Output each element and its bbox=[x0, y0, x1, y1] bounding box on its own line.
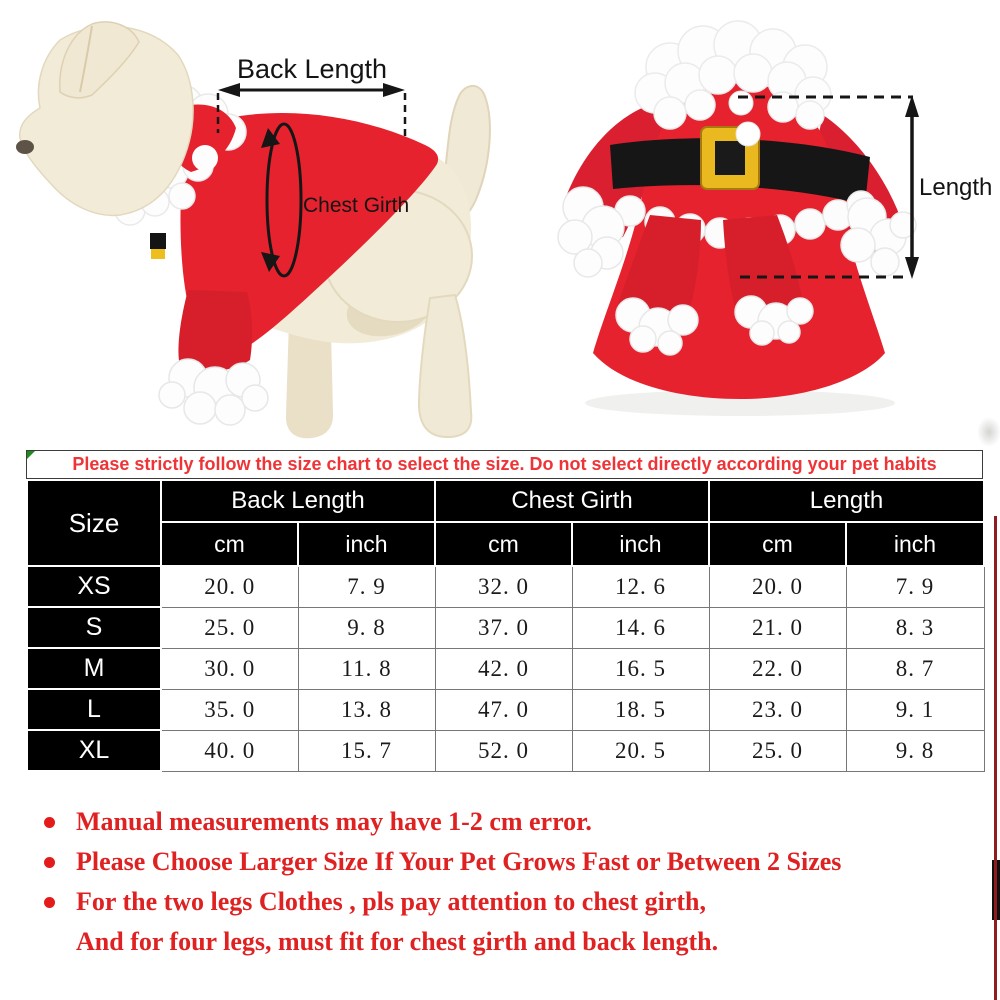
note-text: Please Choose Larger Size If Your Pet Grows Fast or Between 2 Sizes bbox=[76, 847, 842, 876]
measurement-value: 9. 8 bbox=[298, 607, 435, 648]
measurement-value: 9. 8 bbox=[846, 730, 984, 771]
page-edge-red-line bbox=[994, 516, 997, 1000]
size-label: XS bbox=[27, 566, 161, 607]
dog-nose bbox=[16, 140, 34, 154]
chest-girth-label: Chest Girth bbox=[303, 194, 410, 217]
column-header-size: Size bbox=[27, 480, 161, 566]
unit-header: inch bbox=[298, 522, 435, 566]
measurement-value: 20. 0 bbox=[709, 566, 846, 607]
measurement-value: 15. 7 bbox=[298, 730, 435, 771]
pompom bbox=[729, 91, 753, 115]
measurement-value: 22. 0 bbox=[709, 648, 846, 689]
note-item bbox=[0, 882, 1000, 922]
column-group-chest-girth: Chest Girth bbox=[435, 480, 709, 522]
measurement-value: 7. 9 bbox=[846, 566, 984, 607]
measurement-value: 13. 8 bbox=[298, 689, 435, 730]
size-label: S bbox=[27, 607, 161, 648]
product-photo-right bbox=[555, 15, 1000, 425]
measurement-value: 21. 0 bbox=[709, 607, 846, 648]
table-row bbox=[27, 648, 984, 689]
dog-head bbox=[16, 22, 193, 215]
measurement-value: 12. 6 bbox=[572, 566, 709, 607]
measurement-value: 18. 5 bbox=[572, 689, 709, 730]
measurement-value: 35. 0 bbox=[161, 689, 298, 730]
measurement-value: 47. 0 bbox=[435, 689, 572, 730]
unit-header: inch bbox=[572, 522, 709, 566]
column-group-length: Length bbox=[709, 480, 984, 522]
jacket-tag bbox=[150, 233, 166, 249]
size-label: XL bbox=[27, 730, 161, 771]
measurement-value: 25. 0 bbox=[161, 607, 298, 648]
measurement-value: 32. 0 bbox=[435, 566, 572, 607]
belt-buckle-center bbox=[715, 141, 745, 175]
note-text: Manual measurements may have 1-2 cm error. bbox=[76, 807, 592, 836]
measurement-value: 8. 3 bbox=[846, 607, 984, 648]
length-label: Length bbox=[919, 174, 993, 201]
measurement-value: 25. 0 bbox=[709, 730, 846, 771]
measurement-value: 9. 1 bbox=[846, 689, 984, 730]
size-table-body bbox=[27, 566, 984, 771]
warning-text: Please strictly follow the size chart to select the size. Do not select directly according your pet habits bbox=[72, 454, 937, 474]
bullet-icon bbox=[44, 857, 55, 868]
measurement-value: 20. 5 bbox=[572, 730, 709, 771]
green-corner-marker bbox=[27, 451, 35, 459]
gray-fuzz-artifact bbox=[977, 417, 1000, 447]
size-table bbox=[26, 479, 985, 772]
pompom bbox=[736, 122, 760, 146]
measurement-value: 42. 0 bbox=[435, 648, 572, 689]
note-item bbox=[0, 802, 1000, 842]
measurement-value: 11. 8 bbox=[298, 648, 435, 689]
table-row bbox=[27, 566, 984, 607]
note-item bbox=[0, 842, 1000, 882]
column-group-back-length: Back Length bbox=[161, 480, 435, 522]
notes-list bbox=[0, 802, 1000, 962]
size-label: L bbox=[27, 689, 161, 730]
measurement-value: 37. 0 bbox=[435, 607, 572, 648]
measurement-value: 40. 0 bbox=[161, 730, 298, 771]
hood-fur-tuft bbox=[192, 145, 218, 171]
bullet-icon bbox=[44, 897, 55, 908]
measurement-value: 8. 7 bbox=[846, 648, 984, 689]
bullet-icon bbox=[44, 817, 55, 828]
note-text: And for four legs, must fit for chest girth and back length. bbox=[76, 927, 719, 956]
measurement-value: 23. 0 bbox=[709, 689, 846, 730]
measurement-value: 16. 5 bbox=[572, 648, 709, 689]
measurement-value: 30. 0 bbox=[161, 648, 298, 689]
table-row bbox=[27, 607, 984, 648]
dog-hind-leg bbox=[419, 295, 471, 437]
measurement-value: 52. 0 bbox=[435, 730, 572, 771]
unit-header: cm bbox=[161, 522, 298, 566]
santa-costume bbox=[558, 21, 916, 399]
size-label: M bbox=[27, 648, 161, 689]
product-photo-left bbox=[0, 0, 560, 450]
measurement-value: 20. 0 bbox=[161, 566, 298, 607]
unit-header: inch bbox=[846, 522, 984, 566]
measurement-value: 14. 6 bbox=[572, 607, 709, 648]
unit-header: cm bbox=[435, 522, 572, 566]
note-text: For the two legs Clothes , pls pay attention to chest girth, bbox=[76, 887, 706, 916]
warning-banner bbox=[26, 450, 983, 479]
note-item bbox=[0, 922, 1000, 962]
measurement-value: 7. 9 bbox=[298, 566, 435, 607]
sleeve-fur-trim bbox=[159, 359, 268, 425]
table-row bbox=[27, 689, 984, 730]
size-chart bbox=[26, 450, 983, 772]
table-row bbox=[27, 730, 984, 771]
unit-header: cm bbox=[709, 522, 846, 566]
jacket-tag-gold bbox=[151, 249, 165, 259]
back-length-label: Back Length bbox=[236, 54, 388, 84]
